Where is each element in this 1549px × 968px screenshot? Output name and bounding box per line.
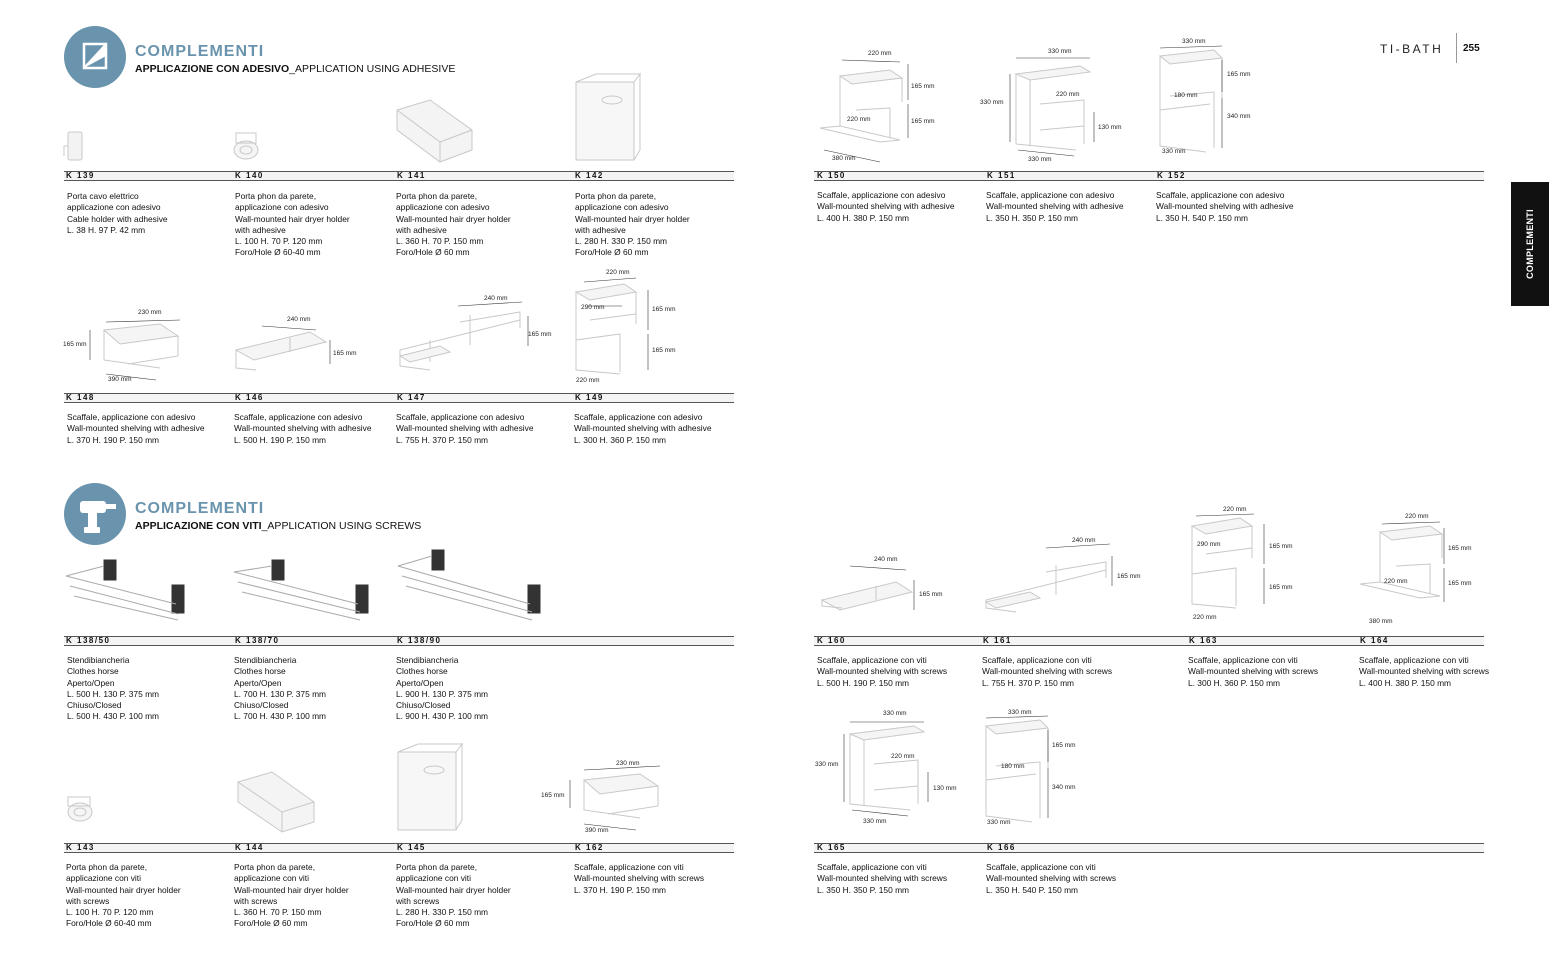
dimension-label: 290 mm — [581, 304, 605, 311]
description-line: Clothes horse — [396, 666, 448, 677]
dimension-label: 240 mm — [1072, 537, 1096, 544]
product-image-k138-70 — [234, 560, 368, 620]
dimension-label: 390 mm — [108, 376, 132, 383]
product-code: K 138/70 — [235, 636, 280, 645]
product-image-k138-50 — [66, 560, 184, 620]
dimension-label: 130 mm — [1098, 124, 1122, 131]
dimension-label: 180 mm — [1001, 763, 1025, 770]
product-code: K 160 — [817, 636, 846, 645]
product-image-k166 — [986, 720, 1048, 822]
description-line: Scaffale, applicazione con adesivo — [574, 412, 703, 422]
dimension-label: 220 mm — [1223, 506, 1247, 513]
product-image-k141 — [397, 100, 472, 162]
dimension-label: 220 mm — [868, 50, 892, 57]
product-code: K 146 — [235, 393, 264, 402]
dimension-label: 130 mm — [933, 785, 957, 792]
description-line: Chiuso/Closed — [234, 700, 289, 711]
description-line: Scaffale, applicazione con viti — [817, 655, 927, 665]
product-code: K 138/90 — [397, 636, 442, 645]
product-code: K 161 — [983, 636, 1012, 645]
description-line: L. 100 H. 70 P. 120 mm — [235, 236, 323, 247]
product-image-k160 — [822, 582, 912, 610]
dimension-label: 165 mm — [652, 347, 676, 354]
dimension-label: 165 mm — [63, 341, 87, 348]
description-line: L. 755 H. 370 P. 150 mm — [396, 434, 489, 445]
product-image-k149 — [576, 284, 636, 374]
description-line: L. 370 H. 190 P. 150 mm — [574, 884, 667, 895]
dimension-label: 340 mm — [1052, 784, 1076, 791]
description-line: applicazione con adesivo — [235, 202, 329, 213]
dimension-label: 330 mm — [1008, 709, 1032, 716]
product-image-k142 — [576, 74, 640, 160]
description-line: L. 38 H. 97 P. 42 mm — [67, 224, 146, 235]
description-line: L. 370 H. 190 P. 150 mm — [67, 434, 160, 445]
description-line: Stendibiancheria — [67, 655, 130, 665]
description-line: L. 350 H. 350 P. 150 mm — [986, 212, 1079, 223]
dimension-label: 330 mm — [1028, 156, 1052, 163]
product-code: K 145 — [397, 843, 426, 852]
product-image-k152 — [1160, 50, 1222, 152]
dimension-label: 165 mm — [1227, 71, 1251, 78]
description-line: Foro/Hole Ø 60 mm — [396, 247, 470, 258]
description-line: L. 900 H. 130 P. 375 mm — [396, 688, 489, 699]
description-line: L. 400 H. 380 P. 150 mm — [817, 212, 910, 223]
description-line: Scaffale, applicazione con viti — [1188, 655, 1298, 665]
product-image-k145 — [398, 744, 462, 830]
description-line: Foro/Hole Ø 60 mm — [234, 918, 308, 929]
description-line: Clothes horse — [67, 666, 119, 677]
product-image-k140 — [234, 133, 258, 159]
product-code: K 148 — [66, 393, 95, 402]
description-line: Foro/Hole Ø 60 mm — [396, 918, 470, 929]
dimension-label: 220 mm — [1405, 513, 1429, 520]
description-line: Chiuso/Closed — [396, 700, 451, 711]
description-line: Scaffale, applicazione con adesivo — [1156, 190, 1285, 200]
description-line: Scaffale, applicazione con adesivo — [67, 412, 196, 422]
description-line: L. 300 H. 360 P. 150 mm — [1188, 677, 1281, 688]
dimension-label: 240 mm — [874, 556, 898, 563]
description-line: with adhesive — [235, 224, 286, 235]
description-line: applicazione con viti — [234, 873, 309, 884]
product-image-k143 — [68, 797, 92, 821]
section-title: COMPLEMENTI — [135, 43, 265, 60]
description-line: Stendibiancheria — [234, 655, 297, 665]
description-line: L. 280 H. 330 P. 150 mm — [396, 907, 489, 918]
description-line: applicazione con adesivo — [67, 202, 161, 213]
dimension-label: 180 mm — [1174, 92, 1198, 99]
product-image-k151 — [1016, 66, 1090, 150]
description-line: Wall-mounted shelving with adhesive — [396, 423, 534, 434]
dimension-label: 165 mm — [652, 306, 676, 313]
description-line: Porta phon da parete, — [66, 862, 148, 872]
product-code: K 166 — [987, 843, 1016, 852]
description-line: Wall-mounted hair dryer holder — [396, 213, 511, 224]
product-code: K 141 — [397, 171, 426, 180]
description-line: Porta phon da parete, — [575, 191, 657, 201]
description-line: Porta phon da parete, — [396, 862, 478, 872]
dimension-label: 330 mm — [987, 819, 1011, 826]
dimension-label: 220 mm — [576, 377, 600, 384]
product-code: K 144 — [235, 843, 264, 852]
product-image-k146 — [236, 332, 326, 370]
dimension-label: 220 mm — [606, 269, 630, 276]
description-line: Foro/Hole Ø 60 mm — [575, 247, 649, 258]
description-line: L. 500 H. 430 P. 100 mm — [67, 711, 160, 722]
description-line: Wall-mounted shelving with screws — [817, 873, 948, 884]
product-image-k163 — [1192, 518, 1252, 608]
description-line: Wall-mounted hair dryer holder — [396, 884, 511, 895]
dimension-label: 165 mm — [541, 792, 565, 799]
description-line: Scaffale, applicazione con viti — [982, 655, 1092, 665]
description-line: L. 755 H. 370 P. 150 mm — [982, 677, 1075, 688]
product-code: K 143 — [66, 843, 95, 852]
description-line: L. 500 H. 130 P. 375 mm — [67, 688, 160, 699]
dimension-label: 340 mm — [1227, 113, 1251, 120]
description-line: Scaffale, applicazione con adesivo — [396, 412, 525, 422]
description-line: Wall-mounted hair dryer holder — [66, 884, 181, 895]
dimension-label: 165 mm — [1269, 543, 1293, 550]
product-image-k138-90 — [398, 550, 540, 620]
side-tab-label: COMPLEMENTI — [1525, 209, 1535, 279]
description-line: Wall-mounted shelving with adhesive — [574, 423, 712, 434]
product-image-k161 — [986, 562, 1106, 612]
brand-logo: TI-BATH — [1380, 42, 1444, 56]
description-line: Aperto/Open — [396, 677, 444, 688]
description-line: L. 100 H. 70 P. 120 mm — [66, 907, 154, 918]
description-line: Scaffale, applicazione con adesivo — [817, 190, 946, 200]
description-line: Stendibiancheria — [396, 655, 459, 665]
description-line: Wall-mounted shelving with screws — [574, 873, 705, 884]
product-code: K 139 — [66, 171, 95, 180]
description-line: applicazione con adesivo — [396, 202, 490, 213]
description-line: Scaffale, applicazione con adesivo — [234, 412, 363, 422]
dimension-label: 330 mm — [815, 761, 839, 768]
dimension-label: 240 mm — [287, 316, 311, 323]
dimension-label: 220 mm — [847, 116, 871, 123]
product-code: K 162 — [575, 843, 604, 852]
product-code: K 147 — [397, 393, 426, 402]
description-line: Clothes horse — [234, 666, 286, 677]
dimension-label: 165 mm — [528, 331, 552, 338]
description-line: Wall-mounted hair dryer holder — [234, 884, 349, 895]
product-image-k165 — [850, 726, 924, 810]
product-image-k162 — [584, 774, 658, 818]
dimension-label: 165 mm — [1269, 584, 1293, 591]
dimension-label: 165 mm — [1448, 545, 1472, 552]
dimension-label: 230 mm — [616, 760, 640, 767]
section-subtitle: APPLICAZIONE CON ADESIVO_APPLICATION USING ADHESIVE — [135, 63, 456, 75]
description-line: L. 350 H. 540 P. 150 mm — [1156, 212, 1249, 223]
description-line: Wall-mounted shelving with screws — [982, 666, 1113, 677]
description-line: L. 350 H. 540 P. 150 mm — [986, 884, 1079, 895]
dimension-label: 220 mm — [891, 753, 915, 760]
description-line: Porta phon da parete, — [234, 862, 316, 872]
description-line: L. 700 H. 430 P. 100 mm — [234, 711, 327, 722]
description-line: L. 280 H. 330 P. 150 mm — [575, 236, 668, 247]
dimension-label: 165 mm — [911, 118, 935, 125]
description-line: L. 400 H. 380 P. 150 mm — [1359, 677, 1452, 688]
product-code: K 150 — [817, 171, 846, 180]
description-line: applicazione con viti — [66, 873, 141, 884]
description-line: Wall-mounted shelving with adhesive — [817, 201, 955, 212]
description-line: with screws — [234, 895, 278, 906]
description-line: applicazione con adesivo — [575, 202, 669, 213]
description-line: Wall-mounted shelving with adhesive — [67, 423, 205, 434]
section-subtitle: APPLICAZIONE CON VITI_APPLICATION USING SCREWS — [135, 520, 422, 532]
description-line: L. 300 H. 360 P. 150 mm — [574, 434, 667, 445]
dimension-label: 165 mm — [1052, 742, 1076, 749]
dimension-label: 330 mm — [980, 99, 1004, 106]
description-line: Chiuso/Closed — [67, 700, 122, 711]
description-line: L. 500 H. 190 P. 150 mm — [234, 434, 327, 445]
description-line: Foro/Hole Ø 60-40 mm — [66, 918, 152, 929]
description-line: L. 500 H. 190 P. 150 mm — [817, 677, 910, 688]
product-image-k148 — [104, 324, 178, 368]
description-line: Porta cavo elettrico — [67, 191, 139, 201]
dimension-label: 330 mm — [883, 710, 907, 717]
product-code: K 151 — [987, 171, 1016, 180]
dimension-label: 290 mm — [1197, 541, 1221, 548]
description-line: Aperto/Open — [234, 677, 282, 688]
description-line: Scaffale, applicazione con viti — [817, 862, 927, 872]
dimension-label: 165 mm — [333, 350, 357, 357]
description-line: Porta phon da parete, — [396, 191, 478, 201]
description-line: applicazione con viti — [396, 873, 471, 884]
description-line: Scaffale, applicazione con viti — [986, 862, 1096, 872]
dimension-label: 380 mm — [832, 155, 856, 162]
description-line: Wall-mounted hair dryer holder — [575, 213, 690, 224]
description-line: L. 900 H. 430 P. 100 mm — [396, 711, 489, 722]
product-code: K 164 — [1360, 636, 1389, 645]
dimension-label: 390 mm — [585, 827, 609, 834]
description-line: with adhesive — [575, 224, 626, 235]
dimension-label: 330 mm — [863, 818, 887, 825]
dimension-label: 220 mm — [1193, 614, 1217, 621]
description-line: L. 360 H. 70 P. 150 mm — [234, 907, 322, 918]
dimension-label: 220 mm — [1384, 578, 1408, 585]
product-image-k139 — [64, 132, 82, 160]
product-image-k150 — [820, 70, 902, 142]
description-line: Wall-mounted shelving with screws — [1359, 666, 1490, 677]
description-line: with screws — [396, 895, 440, 906]
dimension-label: 230 mm — [138, 309, 162, 316]
dimension-label: 165 mm — [911, 83, 935, 90]
product-code: K 152 — [1157, 171, 1186, 180]
description-line: Cable holder with adhesive — [67, 213, 168, 224]
description-line: Wall-mounted shelving with screws — [817, 666, 948, 677]
description-line: Scaffale, applicazione con viti — [1359, 655, 1469, 665]
dimension-label: 220 mm — [1056, 91, 1080, 98]
product-image-k164 — [1360, 526, 1442, 598]
description-line: Wall-mounted shelving with adhesive — [1156, 201, 1294, 212]
description-line: Wall-mounted shelving with adhesive — [234, 423, 372, 434]
dimension-label: 165 mm — [919, 591, 943, 598]
dimension-label: 330 mm — [1048, 48, 1072, 55]
description-line: Scaffale, applicazione con viti — [574, 862, 684, 872]
dimension-label: 330 mm — [1162, 148, 1186, 155]
page-number: 255 — [1463, 43, 1480, 54]
product-code: K 140 — [235, 171, 264, 180]
product-code: K 142 — [575, 171, 604, 180]
description-line: Wall-mounted shelving with screws — [1188, 666, 1319, 677]
product-code: K 149 — [575, 393, 604, 402]
dimension-label: 380 mm — [1369, 618, 1393, 625]
dimension-label: 240 mm — [484, 295, 508, 302]
description-line: Porta phon da parete, — [235, 191, 317, 201]
dimension-label: 330 mm — [1182, 38, 1206, 45]
section-title: COMPLEMENTI — [135, 500, 265, 517]
description-line: Foro/Hole Ø 60-40 mm — [235, 247, 321, 258]
product-code: K 165 — [817, 843, 846, 852]
product-code: K 138/50 — [66, 636, 111, 645]
description-line: Aperto/Open — [67, 677, 115, 688]
description-line: L. 350 H. 350 P. 150 mm — [817, 884, 910, 895]
dimension-label: 165 mm — [1448, 580, 1472, 587]
description-line: with screws — [66, 895, 110, 906]
description-line: L. 700 H. 130 P. 375 mm — [234, 688, 327, 699]
description-line: Wall-mounted hair dryer holder — [235, 213, 350, 224]
description-line: L. 360 H. 70 P. 150 mm — [396, 236, 484, 247]
dimension-label: 165 mm — [1117, 573, 1141, 580]
product-code: K 163 — [1189, 636, 1218, 645]
description-line: Wall-mounted shelving with screws — [986, 873, 1117, 884]
description-line: Scaffale, applicazione con adesivo — [986, 190, 1115, 200]
product-image-k144 — [238, 772, 314, 832]
product-image-k147 — [400, 312, 520, 370]
description-line: with adhesive — [396, 224, 447, 235]
description-line: Wall-mounted shelving with adhesive — [986, 201, 1124, 212]
